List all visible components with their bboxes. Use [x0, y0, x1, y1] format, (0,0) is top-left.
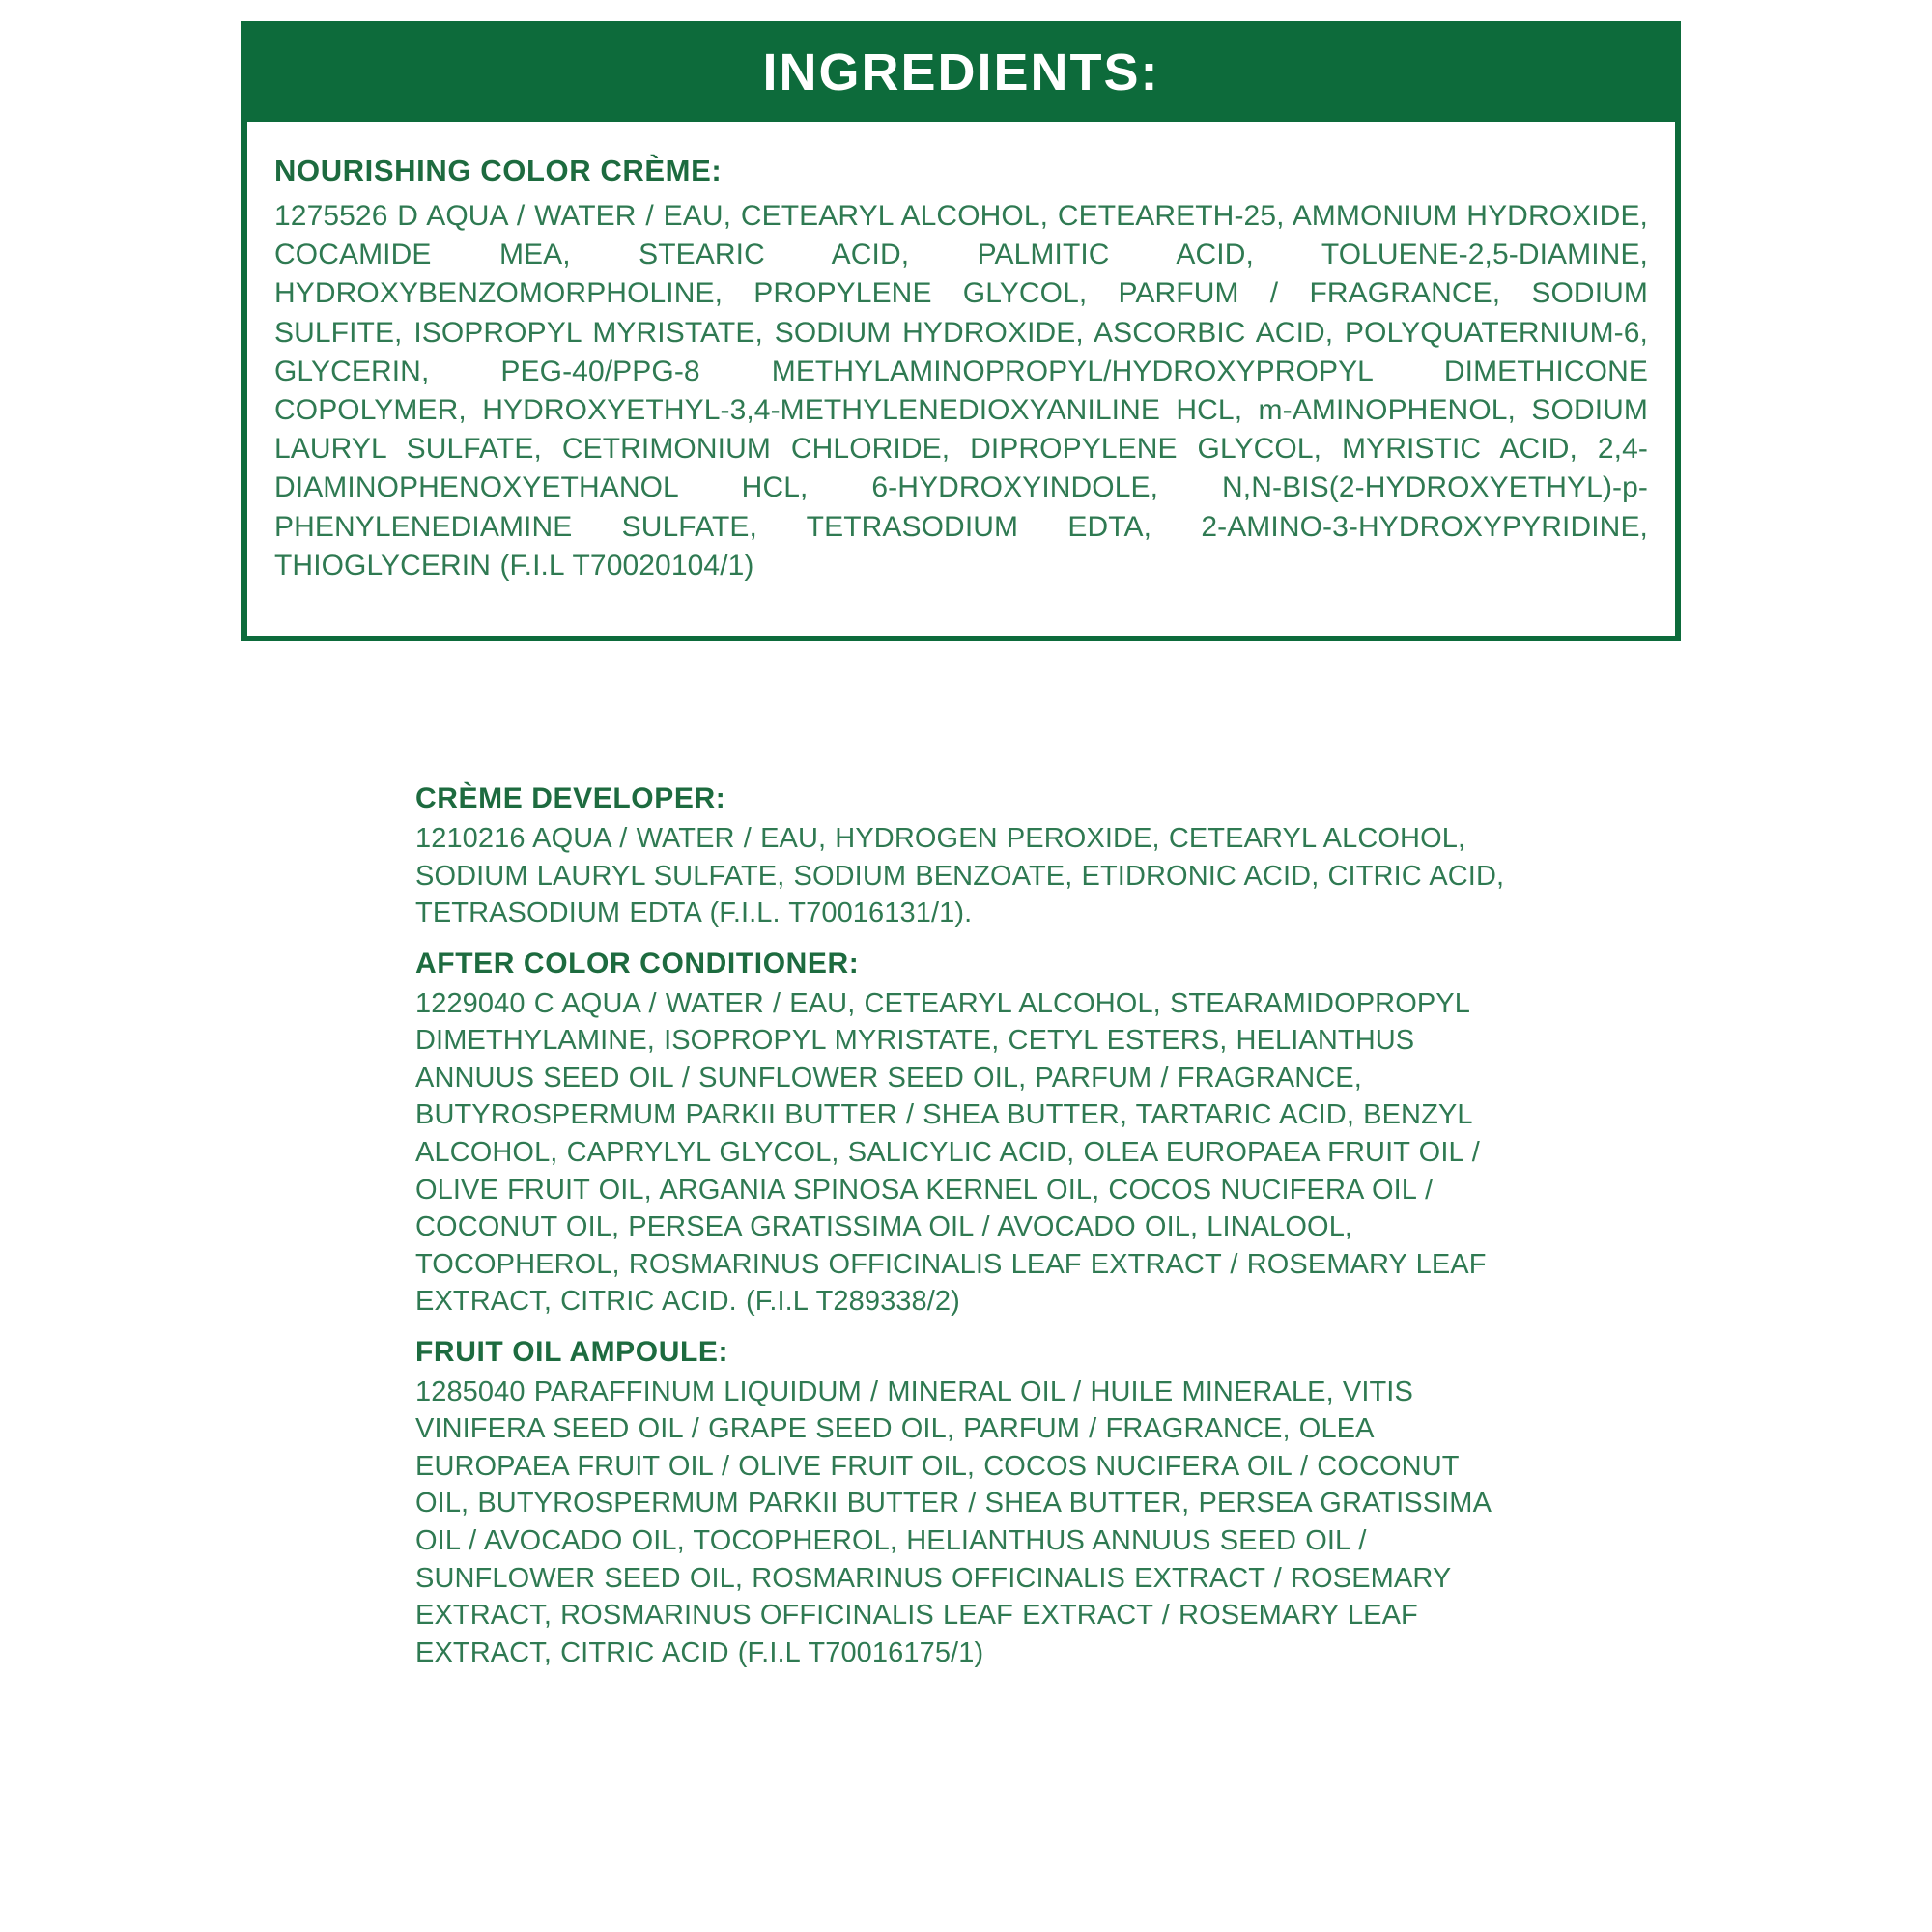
- section-title-nourishing-color-creme: NOURISHING COLOR CRÈME:: [274, 154, 723, 187]
- section-title-creme-developer: CRÈME DEVELOPER:: [415, 782, 726, 814]
- section-fruit-oil-ampoule: [415, 1336, 1517, 1672]
- section-creme-developer: [415, 782, 1517, 932]
- section-title-fruit-oil-ampoule: FRUIT OIL AMPOULE:: [415, 1335, 729, 1368]
- ingredients-panel: [242, 21, 1681, 641]
- section-after-color-conditioner: [415, 948, 1517, 1321]
- ingredients-text-creme-developer: 1210216 AQUA / WATER / EAU, HYDROGEN PEROXIDE, CETEARYL ALCOHOL, SODIUM LAURYL SULFATE, SODIUM BENZOATE, ETIDRONIC ACID, CITRIC ACID, TETRASODIUM EDTA (F.I.L. T70016131/1).: [415, 823, 1505, 929]
- section-title-after-color-conditioner: AFTER COLOR CONDITIONER:: [415, 947, 860, 980]
- ingredients-panel-body: [247, 122, 1675, 636]
- ingredients-text-nourishing-color-creme: 1275526 D AQUA / WATER / EAU, CETEARYL ALCOHOL, CETEARETH-25, AMMONIUM HYDROXIDE, COCAMIDE MEA, STEARIC ACID, PALMITIC ACID, TOLUENE-2,5-DIAMINE, HYDROXYBENZOMORPHOLINE, PROPYLENE GLYCOL, PARFUM / FRAGRANCE, SODIUM SULFITE, ISOPROPYL MYRISTATE, SODIUM HYDROXIDE, ASCORBIC ACID, POLYQUATERNIUM-6, GLYCERIN, PEG-40/PPG-8 METHYLAMINOPROPYL/HYDROXYPROPYL DIMETHICONE COPOLYMER, HYDROXYETHYL-3,4-METHYLENEDIOXYANILINE HCL, m-AMINOPHENOL, SODIUM LAURYL SULFATE, CETRIMONIUM CHLORIDE, DIPROPYLENE GLYCOL, MYRISTIC ACID, 2,4-DIAMINOPHENOXYETHANOL HCL, 6-HYDROXYINDOLE, N,N-BIS(2-HYDROXYETHYL)-p-PHENYLENEDIAMINE SULFATE, TETRASODIUM EDTA, 2-AMINO-3-HYDROXYPYRIDINE, THIOGLYCERIN (F.I.L T70020104/1): [274, 200, 1648, 582]
- page-title: INGREDIENTS:: [247, 27, 1675, 122]
- ingredients-text-after-color-conditioner: 1229040 C AQUA / WATER / EAU, CETEARYL ALCOHOL, STEARAMIDOPROPYL DIMETHYLAMINE, ISOPROPYL MYRISTATE, CETYL ESTERS, HELIANTHUS ANNUUS SEED OIL / SUNFLOWER SEED OIL, PARFUM / FRAGRANCE, BUTYROSPERMUM PARKII BUTTER / SHEA BUTTER, TARTARIC ACID, BENZYL ALCOHOL, CAPRYLYL GLYCOL, SALICYLIC ACID, OLEA EUROPAEA FRUIT OIL / OLIVE FRUIT OIL, ARGANIA SPINOSA KERNEL OIL, COCOS NUCIFERA OIL / COCONUT OIL, PERSEA GRATISSIMA OIL / AVOCADO OIL, LINALOOL, TOCOPHEROL, ROSMARINUS OFFICINALIS LEAF EXTRACT / ROSEMARY LEAF EXTRACT, CITRIC ACID. (F.I.L T289338/2): [415, 987, 1487, 1318]
- ingredients-text-fruit-oil-ampoule: 1285040 PARAFFINUM LIQUIDUM / MINERAL OIL / HUILE MINERALE, VITIS VINIFERA SEED OIL / GRAPE SEED OIL, PARFUM / FRAGRANCE, OLEA EUROPAEA FRUIT OIL / OLIVE FRUIT OIL, COCOS NUCIFERA OIL / COCONUT OIL, BUTYROSPERMUM PARKII BUTTER / SHEA BUTTER, PERSEA GRATISSIMA OIL / AVOCADO OIL, TOCOPHEROL, HELIANTHUS ANNUUS SEED OIL / SUNFLOWER SEED OIL, ROSMARINUS OFFICINALIS EXTRACT / ROSEMARY EXTRACT, ROSMARINUS OFFICINALIS LEAF EXTRACT / ROSEMARY LEAF EXTRACT, CITRIC ACID (F.I.L T70016175/1): [415, 1376, 1491, 1668]
- secondary-sections: [415, 782, 1517, 1687]
